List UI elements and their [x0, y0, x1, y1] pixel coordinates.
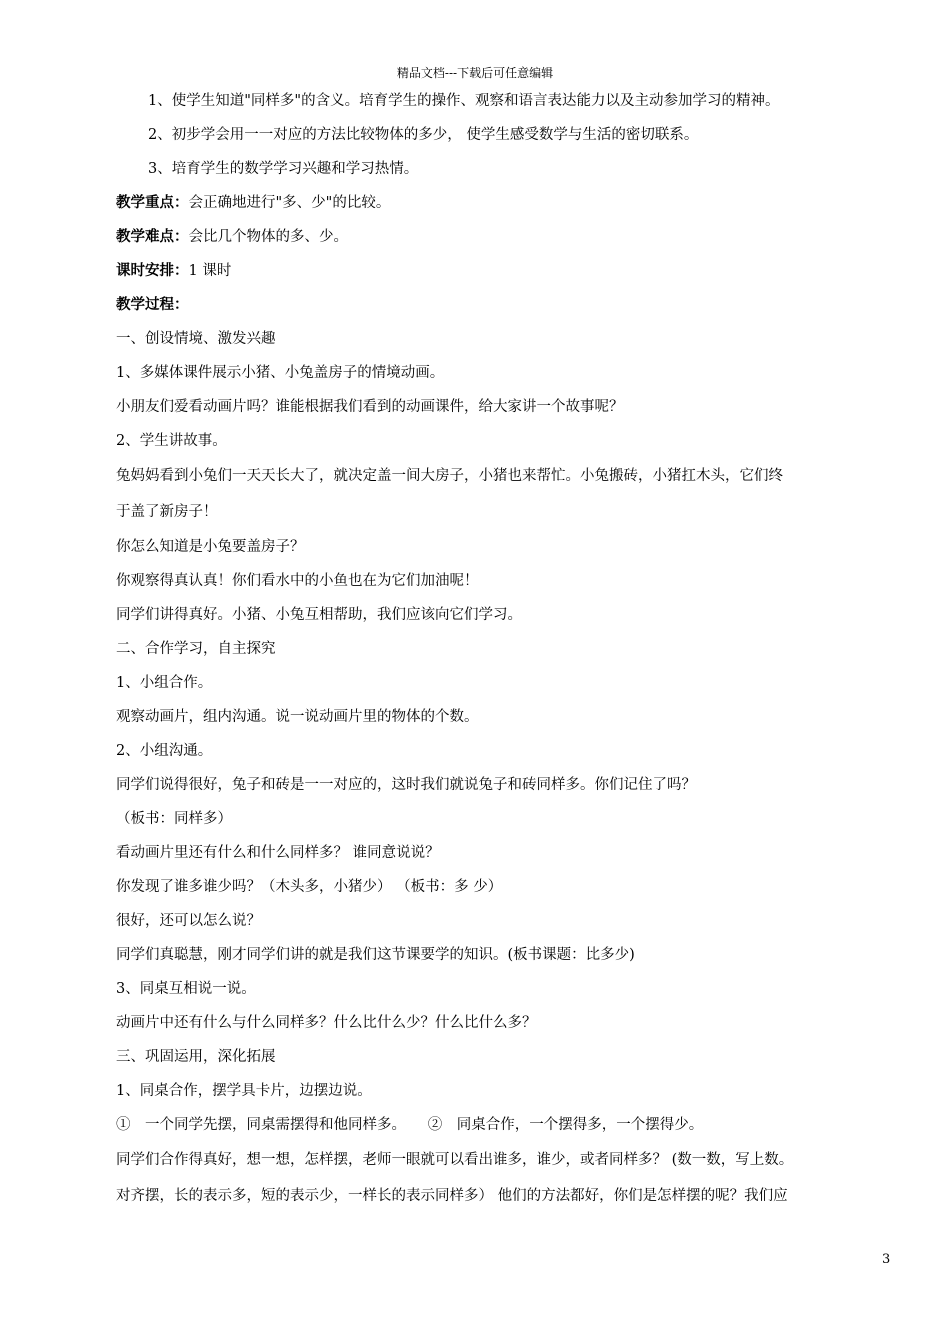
paragraph: 看动画片里还有什么和什么同样多？ 谁同意说说？: [116, 845, 440, 861]
schedule-text: 1 课时: [188, 263, 232, 279]
difficulty: [116, 220, 916, 254]
paragraph: 很好，还可以怎么说？: [116, 913, 261, 929]
paragraph: 同学们说得很好，兔子和砖是一一对应的，这时我们就说兔子和砖同样多。你们记住了吗？: [116, 777, 696, 793]
paragraph: 你发现了谁多谁少吗？（木头多，小猪少） （板书：多 少）: [116, 879, 503, 895]
paragraph: 同学们讲得真好。小猪、小兔互相帮助，我们应该向它们学习。: [116, 607, 522, 623]
paragraph: 你怎么知道是小兔要盖房子？: [116, 539, 305, 555]
paragraph: 2、小组沟通。: [116, 743, 213, 759]
paragraph: 1、多媒体课件展示小猪、小兔盖房子的情境动画。: [116, 365, 445, 381]
paragraph: 1、同桌合作，摆学具卡片，边摆边说。: [116, 1083, 372, 1099]
key-point: [116, 186, 916, 220]
difficulty-label: 教学难点：: [116, 228, 189, 245]
paragraph: （板书：同样多）: [116, 811, 232, 827]
key-point-text: 会正确地进行"多、少"的比较。: [188, 195, 391, 211]
objective-2: 2、初步学会用一一对应的方法比较物体的多少， 使学生感受数学与生活的密切联系。: [148, 127, 699, 143]
paragraph: 你观察得真认真！你们看水中的小鱼也在为它们加油呢！: [116, 573, 479, 589]
document-body: [116, 84, 916, 1214]
paragraph: 3、同桌互相说一说。: [116, 981, 256, 997]
objective-3: 3、培育学生的数学学习兴趣和学习热情。: [148, 161, 419, 177]
page-number: 3: [882, 1252, 891, 1267]
paragraph: 同学们合作得真好，想一想，怎样摆，老师一眼就可以看出谁多，谁少，或者同样多？ (数一数，写上数。: [116, 1152, 794, 1168]
process-heading: [116, 288, 916, 322]
section-heading-2: 二、合作学习，自主探究: [116, 641, 276, 657]
paragraph: 2、学生讲故事。: [116, 433, 227, 449]
paragraph: 于盖了新房子！: [116, 504, 218, 520]
difficulty-text: 会比几个物体的多、少。: [188, 229, 348, 245]
section-heading-1: 一、创设情境、激发兴趣: [116, 331, 276, 347]
process-label: 教学过程：: [116, 296, 189, 313]
section-heading-3: 三、巩固运用，深化拓展: [116, 1049, 276, 1065]
paragraph: 小朋友们爱看动画片吗？谁能根据我们看到的动画课件，给大家讲一个故事呢？: [116, 399, 624, 415]
schedule: [116, 254, 916, 288]
paragraph: 对齐摆，长的表示多，短的表示少，一样长的表示同样多） 他们的方法都好，你们是怎样摆的呢？我们应: [116, 1188, 788, 1204]
page-header: 精品文档---下载后可任意编辑: [396, 66, 554, 80]
paragraph: 观察动画片，组内沟通。说一说动画片里的物体的个数。: [116, 709, 479, 725]
objective-1: 1、使学生知道"同样多"的含义。培育学生的操作、观察和语言表达能力以及主动参加学习的精神。: [148, 93, 780, 109]
paragraph: 兔妈妈看到小兔们一天天长大了，就决定盖一间大房子，小猪也来帮忙。小兔搬砖，小猪扛木头，它们终: [116, 468, 783, 484]
paragraph: 同学们真聪慧，刚才同学们讲的就是我们这节课要学的知识。(板书课题：比多少): [116, 947, 635, 963]
schedule-label: 课时安排：: [116, 262, 189, 279]
key-point-label: 教学重点：: [116, 194, 189, 211]
paragraph: ① 一个同学先摆，同桌需摆得和他同样多。 ② 同桌合作，一个摆得多，一个摆得少。: [116, 1117, 704, 1133]
paragraph: 1、小组合作。: [116, 675, 213, 691]
paragraph: 动画片中还有什么与什么同样多？什么比什么少？什么比什么多？: [116, 1015, 537, 1031]
